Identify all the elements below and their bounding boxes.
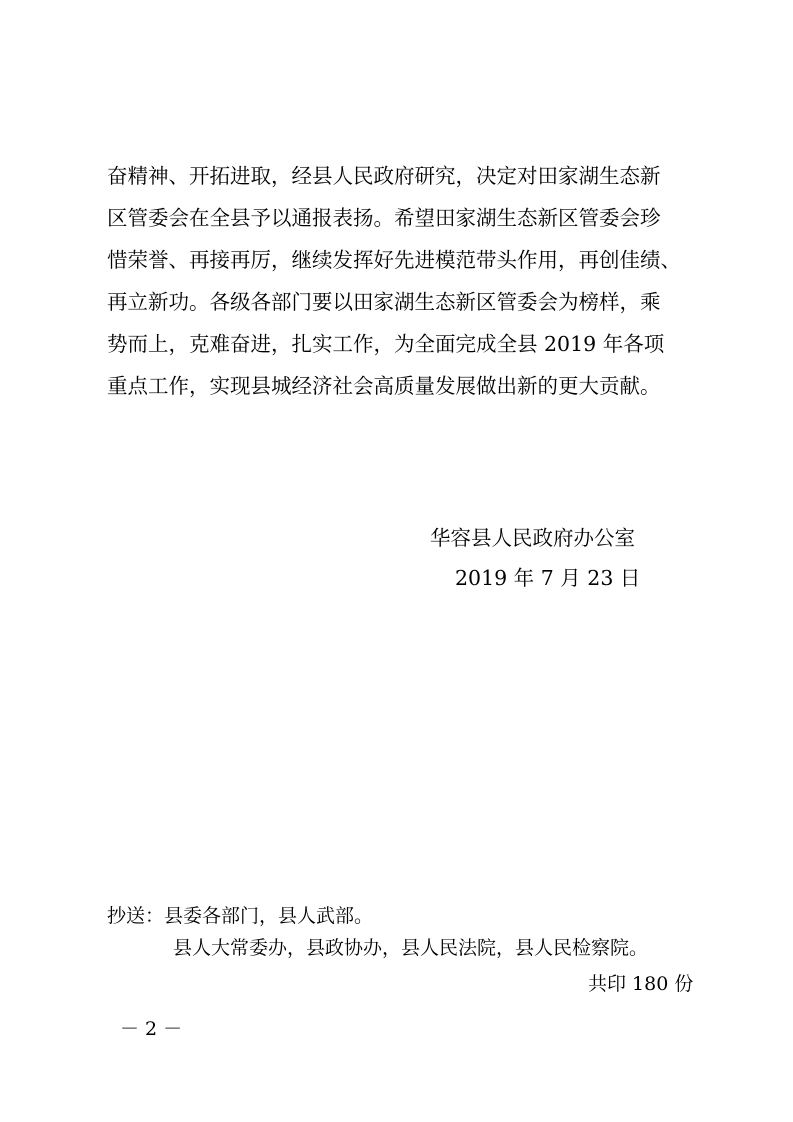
- body-line: 重点工作，实现县城经济社会高质量发展做出新的更大贡献。: [107, 374, 661, 398]
- body-line: 势而上，克难奋进，扎实工作，为全面完成全县 2019 年各项: [107, 332, 665, 356]
- page-number: － 2 －: [120, 1018, 183, 1040]
- issue-date: 2019 年 7 月 23 日: [455, 566, 641, 590]
- body-line: 区管委会在全县予以通报表扬。希望田家湖生态新区管委会珍: [107, 206, 661, 230]
- distribution-block: [107, 900, 707, 964]
- signature-block: [430, 518, 690, 598]
- body-paragraph: [107, 155, 687, 407]
- print-copies-count: 共印 180 份: [588, 973, 694, 995]
- distribution-line-1: 抄送：县委各部门，县人武部。: [107, 905, 374, 927]
- issuing-organization: 华容县人民政府办公室: [430, 526, 635, 550]
- body-line: 惜荣誉、再接再厉，继续发挥好先进模范带头作用，再创佳绩、: [107, 248, 681, 272]
- body-line: 奋精神、开拓进取，经县人民政府研究，决定对田家湖生态新: [107, 164, 661, 188]
- distribution-line-2: 县人大常委办，县政协办，县人民法院，县人民检察院。: [173, 937, 649, 959]
- body-line: 再立新功。各级各部门要以田家湖生态新区管委会为榜样，乘: [107, 290, 661, 314]
